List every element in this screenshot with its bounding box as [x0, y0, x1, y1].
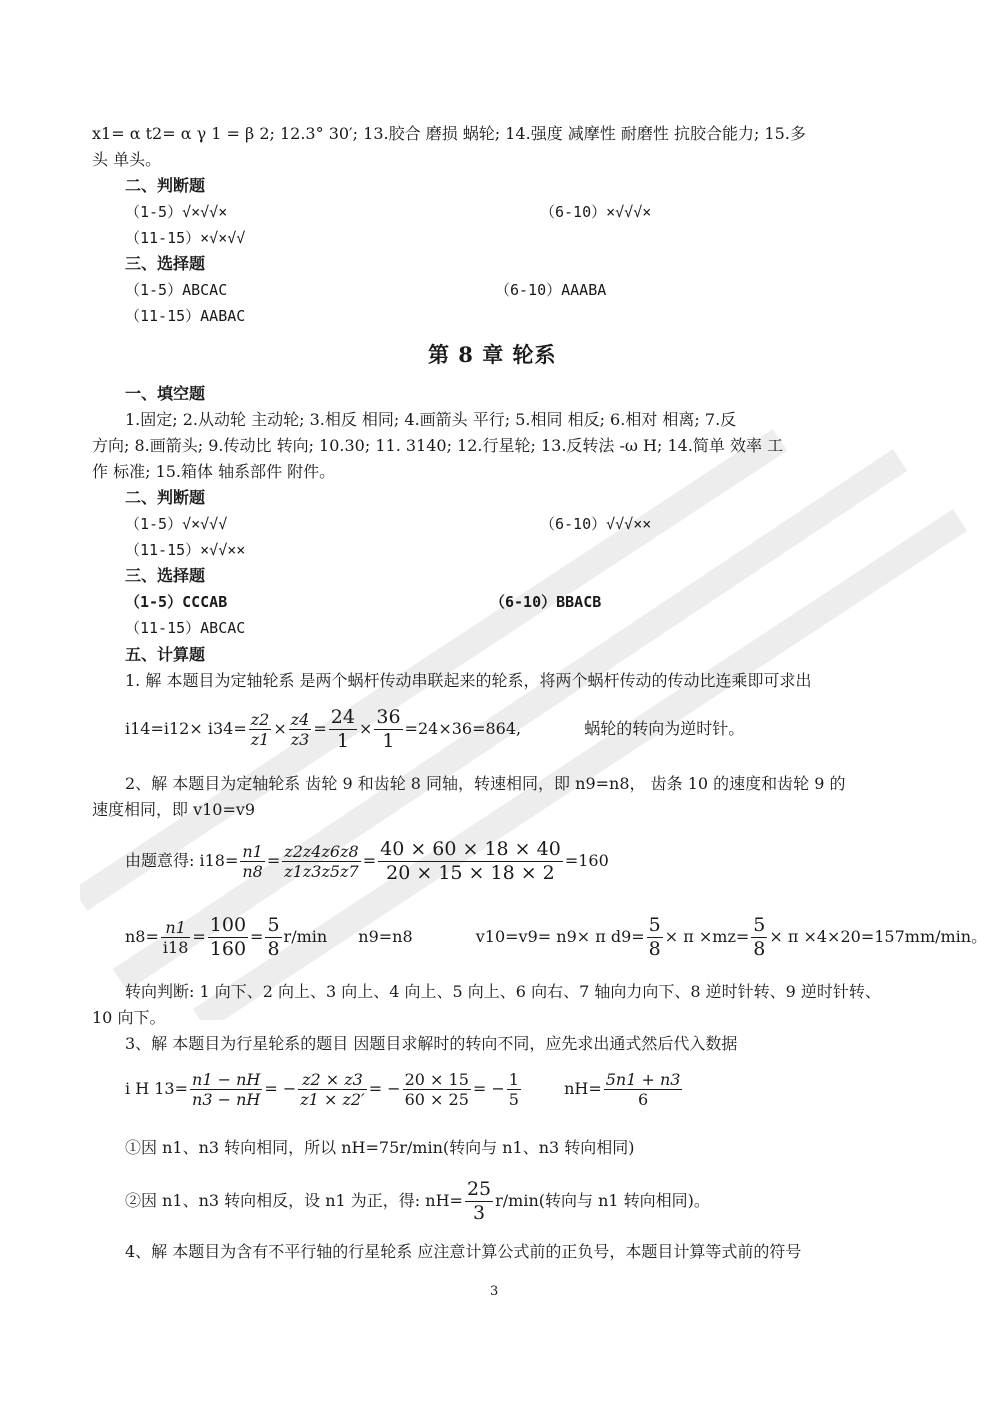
p3-result-2 — [125, 1178, 710, 1225]
p1-text: 1. 解 本题目为定轴轮系 是两个蜗杆传动串联起来的轮系，将两个蜗杆传动的传动比连乘即可求出 — [125, 671, 812, 690]
p1-frac1-num: z2 — [250, 709, 270, 729]
p3-c-den: 60 × 25 — [404, 1090, 469, 1110]
p2-m-num: 5 — [648, 914, 661, 936]
p1-frac4-num: 36 — [376, 706, 401, 728]
prev-judge-11-15: （11-15）×√×√√ — [125, 229, 246, 247]
p2-g-den: i18 — [162, 937, 189, 957]
p1-result: =24×36=864, — [404, 718, 522, 738]
p2-unit: r/min — [283, 926, 328, 946]
top-line-2: 头 单头。 — [92, 150, 162, 169]
p1-frac4-den: 1 — [382, 729, 395, 752]
p2-h-den: 160 — [209, 937, 247, 960]
p1-lhs: i14=i12× i34= — [125, 718, 247, 738]
p4-text: 4、解 本题目为含有不平行轴的行星轮系 应注意计算公式前的正负号，本题目计算等式前的符号 — [125, 1242, 802, 1261]
judge-11-15: （11-15）×√√×× — [125, 541, 246, 559]
prev-judge-6-10: （6-10）×√√√× — [540, 203, 652, 221]
prev-choice-11-15: （11-15）AABAC — [125, 307, 246, 325]
prev-choice-6-10: （6-10）AAABA — [495, 281, 607, 299]
p2-direction-1: 转向判断: 1 向下、2 向上、3 向上、4 向上、5 向上、6 向右、7 轴向力向下、8 逆时针转、9 逆时针转、 — [125, 982, 881, 1001]
choice-heading: 三、选择题 — [125, 566, 206, 585]
p3-eq1: = − — [264, 1079, 297, 1099]
p3-eq3: = − — [472, 1079, 505, 1099]
p3-b-den: z1 × z2′ — [300, 1090, 365, 1110]
p2-fa-den: n8 — [242, 861, 263, 881]
choice-11-15: （11-15）ABCAC — [125, 619, 246, 637]
p1-frac3-den: 1 — [336, 729, 349, 752]
p3-r2a: ②因 n1、n3 转向相反，设 n1 为正，得: nH= — [125, 1190, 463, 1210]
p2-q-den: 8 — [753, 937, 766, 960]
p1-direction: 蜗轮的转向为逆时针。 — [584, 718, 745, 738]
p3-r2-num: 25 — [466, 1178, 492, 1200]
prev-judge-1-5: （1-5）√×√√× — [125, 203, 228, 221]
p3-equation — [125, 1070, 684, 1109]
p2-eq-lhs: 由题意得: i18= — [125, 850, 239, 870]
p2-fc-num: 40 × 60 × 18 × 40 — [380, 838, 561, 860]
p2-fa-num: n1 — [242, 841, 263, 861]
p3-eq2: = − — [368, 1079, 401, 1099]
p2-result: =160 — [564, 850, 609, 870]
p2-k-num: 5 — [267, 914, 280, 936]
p2-g-num: n1 — [161, 918, 190, 938]
p1-frac2-num: z4 — [290, 709, 310, 729]
judge-1-5: （1-5）√×√√√ — [125, 515, 228, 533]
p2-line-1: 2、解 本题目为定轴轮系 齿轮 9 和齿轮 8 同轴，转速相同，即 n9=n8， 齿条 10 的速度和齿轮 9 的 — [125, 774, 846, 793]
p2-equation: 由题意得: i18= $\frac{n1}{n8}$ = $\frac{z2z4z6z8}{z1z3z5z7}$ = $\frac{40 \times 60 \times 18 \times 40}{20 \times 15 \times 18 \times 2}$ =160 — [125, 838, 609, 884]
p1-equation: i14=i12× i34= $\frac{z2}{z1}$ × $\frac{z4}{z3}$ = $\frac{24}{1}$ × $\frac{36}{1}$ =24×36=864, 蜗轮的转向为逆时针。 — [125, 706, 745, 752]
p2-fb-num: z2z4z6z8 — [284, 841, 359, 861]
calc-heading: 五、计算题 — [125, 645, 206, 664]
choice-1-5: （1-5）CCCAB — [125, 593, 228, 611]
p2-n8: n8= — [125, 926, 159, 946]
prev-judge-heading: 二、判断题 — [125, 176, 206, 195]
fill-line-2: 方向; 8.画箭头; 9.传动比 转向; 10.30; 11. 3140; 12.行星轮; 13.反转法 -ω H; 14.简单 效率 工 — [92, 436, 784, 455]
p1-frac2-den: z3 — [290, 729, 310, 749]
p3-r2-den: 3 — [473, 1201, 486, 1224]
choice-6-10: （6-10）BBACB — [490, 593, 602, 611]
p2-fb-den: z1z3z5z7 — [284, 861, 359, 881]
p1-frac1-den: z1 — [250, 729, 270, 749]
p3-d-den: 5 — [508, 1090, 519, 1110]
p3-result-1: ①因 n1、n3 转向相同，所以 nH=75r/min(转向与 n1、n3 转向相同) — [125, 1138, 635, 1157]
p3-lhs: i H 13= — [125, 1079, 189, 1099]
judge-6-10: （6-10）√√√×× — [540, 515, 652, 533]
fill-line-1: 1.固定; 2.从动轮 主动轮; 3.相反 相同; 4.画箭头 平行; 5.相同 相反; 6.相对 相离; 7.反 — [125, 410, 737, 429]
p2-fc-den: 20 × 15 × 18 × 2 — [386, 861, 555, 884]
p3-e-den: 6 — [638, 1090, 649, 1110]
p2-direction-2: 10 向下。 — [92, 1008, 166, 1027]
p2-h-num: 100 — [209, 914, 247, 936]
fill-line-3: 作 标准; 15.箱体 轴系部件 附件。 — [92, 462, 336, 481]
p2-speed-equation: n8= $\frac{n1}{i18}$ = $\frac{100}{160}$ = $\frac{5}{8}$ r/min n9=n8 v10=v9= n9× π d9= $\frac{5}{8}$ × π ×mz= $\frac{5}{8}$ × π ×4×20=157mm/min。 — [125, 914, 988, 960]
p3-nh: nH= — [564, 1079, 602, 1099]
page-number: 3 — [490, 1284, 499, 1299]
p3-b-num: z2 × z3 — [298, 1070, 366, 1090]
p3-r2b: r/min(转向与 n1 转向相同)。 — [495, 1190, 710, 1210]
p3-d-num: 1 — [508, 1070, 519, 1089]
p2-v3: × π ×4×20=157mm/min。 — [769, 926, 988, 946]
p2-line-2: 速度相同，即 v10=v9 — [92, 800, 256, 819]
p1-frac3-num: 24 — [330, 706, 355, 728]
judge-heading: 二、判断题 — [125, 488, 206, 507]
fill-heading: 一、填空题 — [125, 384, 206, 403]
p2-v2: × π ×mz= — [664, 926, 750, 946]
chapter-title: 第 8 章 轮系 — [428, 342, 557, 367]
p3-a-num: n1 − nH — [192, 1070, 261, 1089]
p2-q-num: 5 — [753, 914, 766, 936]
p2-k-den: 8 — [267, 937, 280, 960]
prev-choice-heading: 三、选择题 — [125, 254, 206, 273]
p3-text: 3、解 本题目为行星轮系的题目 因题目求解时的转向不同，应先求出通式然后代入数据 — [125, 1034, 738, 1053]
prev-choice-1-5: （1-5）ABCAC — [125, 281, 228, 299]
p2-n9: n9=n8 — [358, 926, 413, 946]
p3-a-den: n3 − nH — [192, 1090, 261, 1110]
p3-e-num: 5n1 + n3 — [605, 1070, 681, 1089]
p3-c-num: 20 × 15 — [404, 1070, 469, 1089]
top-line-1: x1= α t2= α γ 1 = β 2; 12.3° 30′; 13.胶合 磨损 蜗轮; 14.强度 减摩性 耐磨性 抗胶合能力; 15.多 — [92, 124, 806, 143]
p2-v: v10=v9= n9× π d9= — [475, 926, 645, 946]
p2-m-den: 8 — [648, 937, 661, 960]
